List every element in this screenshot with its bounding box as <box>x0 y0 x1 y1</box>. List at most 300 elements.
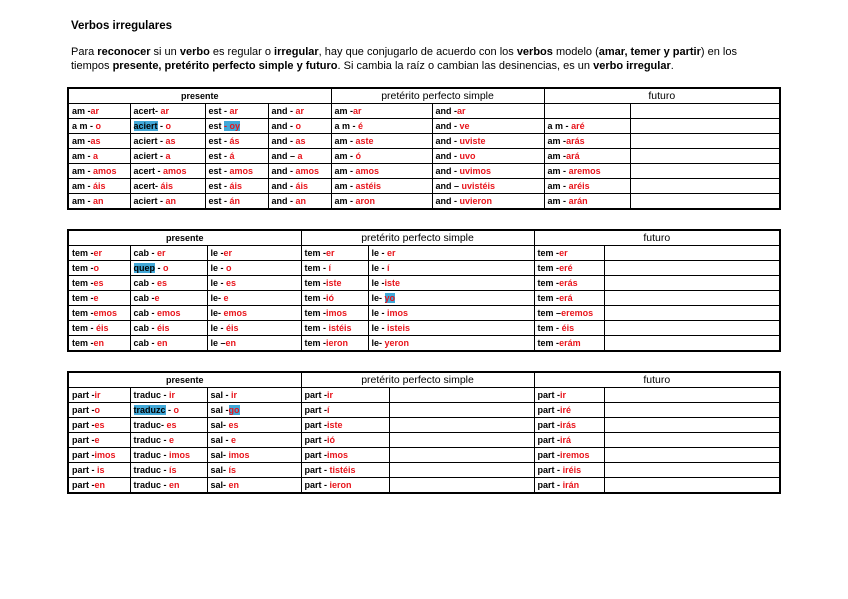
verb-stem: am - <box>72 105 91 116</box>
verb-ending: en <box>169 479 180 490</box>
verb-ending: iste <box>384 277 401 288</box>
table-row <box>68 104 780 119</box>
verb-stem: am - <box>547 165 569 176</box>
conjugation-cell <box>301 306 368 321</box>
verb-stem: le - <box>210 247 224 258</box>
conjugation-cell <box>68 403 130 418</box>
conjugation-cell <box>368 276 534 291</box>
conjugation-cell <box>130 246 207 261</box>
verb-ending: en <box>225 337 237 348</box>
verb-ending: uvistéis <box>461 180 496 191</box>
verb-ending: isteis <box>387 322 411 333</box>
verb-ending: er <box>559 247 568 258</box>
verb-ending: es <box>166 419 177 430</box>
conjugation-cell <box>604 403 780 418</box>
verb-stem: tem - <box>72 292 94 303</box>
verb-stem: est - <box>208 150 230 161</box>
verb-stem: part - <box>72 389 95 400</box>
header-presente: presente <box>68 88 331 104</box>
verb-ending: es <box>94 419 105 430</box>
verb-ending: a <box>297 150 303 161</box>
verb-stem: tem - <box>537 277 560 288</box>
verb-ending: irás <box>560 419 577 430</box>
verb-ending: áis <box>93 180 106 191</box>
conjugation-cell <box>368 261 534 276</box>
header-presente: presente <box>68 230 301 246</box>
verb-ending: ir <box>169 389 176 400</box>
conjugation-cell <box>368 291 534 306</box>
conjugation-cell <box>301 478 389 494</box>
verb-ending: e <box>93 292 99 303</box>
verb-stem: am - <box>334 195 356 206</box>
verb-stem: sal - <box>210 434 232 445</box>
verb-ending: en <box>228 479 240 490</box>
conjugation-cell <box>301 403 389 418</box>
verb-stem: am - <box>547 150 567 161</box>
verb-stem: tem - <box>304 337 327 348</box>
conjugation-cell <box>331 149 432 164</box>
conjugation-cell <box>68 119 130 134</box>
conjugation-cell <box>368 306 534 321</box>
verb-stem: tem - <box>304 307 327 318</box>
conjugation-cell <box>68 433 130 448</box>
table-row <box>68 164 780 179</box>
verb-stem: le - <box>210 277 227 288</box>
verb-ending: - o <box>165 404 180 415</box>
verb-ending: en <box>94 479 106 490</box>
verb-stem: cab - <box>133 322 158 333</box>
verb-stem: sal - <box>210 389 232 400</box>
verb-stem: part - <box>537 389 561 400</box>
verb-stem: sal - <box>210 404 229 415</box>
verb-ending: en <box>93 337 105 348</box>
conjugation-cell <box>534 388 604 403</box>
verb-ending: ir <box>94 389 101 400</box>
verb-stem: a m - <box>72 120 96 131</box>
conjugation-cell <box>432 164 544 179</box>
verb-ending: an <box>165 195 177 206</box>
verb-ending: iste <box>326 277 342 288</box>
conjugation-cell <box>389 418 534 433</box>
conjugation-cell <box>534 276 604 291</box>
table-row <box>68 134 780 149</box>
conjugation-cell <box>604 336 780 352</box>
verb-stem: and - <box>435 135 460 146</box>
verb-ending: í <box>328 262 332 273</box>
verb-stem: le - <box>371 247 388 258</box>
verb-ending: o <box>295 120 301 131</box>
verb-ending: eré <box>559 262 573 273</box>
conjugation-cell <box>130 388 207 403</box>
verb-stem: le- <box>371 337 385 348</box>
header-futuro: futuro <box>534 372 780 388</box>
conjugation-cell <box>368 336 534 352</box>
verb-ending: éis <box>561 322 575 333</box>
conjugation-cell <box>432 134 544 149</box>
verb-ending: astéis <box>355 180 382 191</box>
table-row <box>68 463 780 478</box>
verb-stem: am - <box>334 135 356 146</box>
conjugation-cell <box>331 134 432 149</box>
conjugation-cell <box>268 119 331 134</box>
conjugation-cell <box>68 448 130 463</box>
conjugation-cell <box>130 134 205 149</box>
verb-ending: í <box>327 404 330 415</box>
conjugation-cell <box>368 321 534 336</box>
verb-stem: cab - <box>133 337 158 348</box>
verb-ending: iremos <box>560 449 590 460</box>
conjugation-cell <box>130 119 205 134</box>
verb-stem: part - <box>537 479 563 490</box>
verb-stem: am - <box>72 135 91 146</box>
verb-ending: a <box>165 150 171 161</box>
table-header-row <box>68 88 780 104</box>
verb-ending: ieron <box>326 337 349 348</box>
conjugation-cell <box>207 291 301 306</box>
conjugation-cell <box>630 134 780 149</box>
verb-ending: imos <box>327 449 349 460</box>
verb-stem: acert- <box>133 105 161 116</box>
table-row <box>68 261 780 276</box>
conjugation-cell <box>604 291 780 306</box>
conjugation-cell <box>604 306 780 321</box>
conjugation-cell <box>534 306 604 321</box>
verb-ending: ir <box>327 389 334 400</box>
verb-ending: ar <box>160 105 170 116</box>
verb-ending: emos <box>157 307 181 318</box>
verb-stem: le - <box>371 277 385 288</box>
verb-ending: - o <box>157 120 172 131</box>
conjugation-cell <box>534 291 604 306</box>
conjugation-cell <box>604 388 780 403</box>
conjugation-cell <box>205 149 268 164</box>
verb-ending: amos <box>229 165 254 176</box>
verb-ending: imos <box>387 307 409 318</box>
verb-ending: en <box>157 337 168 348</box>
verb-ending: uviste <box>459 135 486 146</box>
conjugation-cell <box>630 194 780 210</box>
conjugation-cell <box>205 179 268 194</box>
conjugation-cell <box>331 164 432 179</box>
verb-ending: yeron <box>384 337 410 348</box>
conjugation-cell <box>207 433 301 448</box>
conjugation-cell <box>68 388 130 403</box>
verb-stem: part - <box>304 449 328 460</box>
verb-ending: irá <box>560 434 572 445</box>
verb-stem: and - <box>271 180 296 191</box>
conjugation-cell <box>68 149 130 164</box>
conjugation-cell <box>268 134 331 149</box>
verb-stem: am - <box>72 150 94 161</box>
conjugation-cell <box>544 194 630 210</box>
verb-ending: erás <box>559 277 578 288</box>
conjugation-cell <box>130 336 207 352</box>
verb-stem: am - <box>547 135 567 146</box>
verb-ending: as <box>90 135 101 146</box>
header-futuro: futuro <box>534 230 780 246</box>
verb-ending: amos <box>295 165 320 176</box>
verb-stem: am - <box>334 180 356 191</box>
conjugation-table-amar <box>67 87 781 210</box>
conjugation-cell <box>130 179 205 194</box>
verb-stem: tem - <box>537 337 560 348</box>
verb-stem: le - <box>371 307 388 318</box>
verb-stem: and - <box>435 105 458 116</box>
verb-stem: aciert - <box>133 195 166 206</box>
verb-stem: am - <box>547 180 569 191</box>
verb-stem: tem - <box>72 322 97 333</box>
verb-ending: emos <box>93 307 118 318</box>
verb-ending: ar <box>353 105 362 116</box>
conjugation-cell <box>604 261 780 276</box>
verb-ending: imos <box>169 449 191 460</box>
verb-ending: ará <box>566 150 580 161</box>
verb-stem: tem - <box>72 307 94 318</box>
verb-stem: cab - <box>133 277 158 288</box>
verb-ending: ar <box>457 105 466 116</box>
verb-ending: erá <box>559 292 573 303</box>
conjugation-cell <box>432 179 544 194</box>
verb-stem: le- <box>210 307 224 318</box>
conjugation-cell <box>268 179 331 194</box>
verb-stem: and - <box>271 135 296 146</box>
verb-ending: éis <box>96 322 109 333</box>
verb-stem: tem - <box>72 262 94 273</box>
verb-stem: le - <box>210 262 227 273</box>
verb-stem: am - <box>334 165 356 176</box>
conjugation-cell <box>331 179 432 194</box>
conjugation-cell <box>68 321 130 336</box>
verb-ending: iste <box>327 419 343 430</box>
verb-stem: tem - <box>304 262 329 273</box>
conjugation-cell <box>207 276 301 291</box>
conjugation-cell <box>130 433 207 448</box>
table-row <box>68 246 780 261</box>
conjugation-cell <box>534 261 604 276</box>
verb-stem: part - <box>537 464 563 475</box>
verb-ending: iréis <box>562 464 582 475</box>
conjugation-cell <box>604 246 780 261</box>
verb-ending-letter: o <box>165 120 172 131</box>
verb-stem: part - <box>72 419 95 430</box>
verb-stem: cab - <box>133 292 155 303</box>
verb-stem: acert- <box>133 180 161 191</box>
conjugation-cell <box>630 119 780 134</box>
verb-ending: ir <box>231 389 238 400</box>
conjugation-cell <box>130 321 207 336</box>
conjugation-cell <box>207 388 301 403</box>
verb-ending: o <box>95 120 102 131</box>
verb-ending: ve <box>459 120 470 131</box>
intro-paragraph: Para reconocer si un verbo es regular o irregular, hay que conjugarlo de acuerdo con los verbos modelo (amar, temer y partir) en los tiempos presente, pretérito perfecto simple y futuro. Si cambia la raíz o cambian las desinencias, es un verbo irregular. <box>71 46 737 72</box>
verb-stem: le- <box>371 292 385 303</box>
conjugation-cell <box>207 261 301 276</box>
conjugation-cell <box>130 261 207 276</box>
verb-stem: le - <box>371 322 388 333</box>
verb-ending: a <box>93 150 99 161</box>
verb-ending: erám <box>559 337 581 348</box>
conjugation-cell <box>301 336 368 352</box>
verb-ending: í <box>387 262 390 273</box>
conjugation-cell <box>130 149 205 164</box>
conjugation-cell <box>544 179 630 194</box>
verb-ending: amos <box>355 165 380 176</box>
verb-stem: am - <box>547 195 569 206</box>
conjugation-cell <box>68 478 130 494</box>
conjugation-cell <box>630 179 780 194</box>
conjugation-cell <box>207 448 301 463</box>
conjugation-cell <box>534 246 604 261</box>
verb-stem: tem - <box>304 277 327 288</box>
conjugation-cell <box>301 448 389 463</box>
verb-ending: er <box>157 247 166 258</box>
verb-stem: tem – <box>537 307 562 318</box>
verb-stem: acert - <box>133 165 164 176</box>
verb-stem: est - <box>208 180 230 191</box>
verb-ending: eremos <box>561 307 594 318</box>
conjugation-cell <box>205 134 268 149</box>
verb-stem: le - <box>210 322 227 333</box>
verb-stem: traduc- <box>133 419 167 430</box>
verb-ending: istéis <box>328 322 352 333</box>
conjugation-cell <box>130 478 207 494</box>
verb-stem: part - <box>304 389 328 400</box>
verb-stem: tem - <box>537 322 562 333</box>
verb-stem: and – <box>271 150 298 161</box>
verb-ending: ar <box>90 105 100 116</box>
verb-ending: e <box>169 434 175 445</box>
header-futuro: futuro <box>544 88 780 104</box>
verb-ending: an <box>93 195 104 206</box>
verb-ending: ió <box>327 434 336 445</box>
verb-stem: cab - <box>133 307 158 318</box>
conjugation-cell <box>544 134 630 149</box>
conjugation-cell <box>268 149 331 164</box>
verb-stem: and - <box>435 150 460 161</box>
verb-ending: áis <box>160 180 174 191</box>
verb-stem: quep <box>133 262 155 273</box>
verb-stem: part - <box>72 449 95 460</box>
verb-stem: and - <box>435 195 460 206</box>
verb-stem: aciert - <box>133 150 166 161</box>
conjugation-cell <box>432 194 544 210</box>
verb-ending: es <box>93 277 104 288</box>
verb-ending: iré <box>560 404 572 415</box>
verb-stem: tem - <box>72 247 94 258</box>
table-header-row <box>68 372 780 388</box>
verb-stem: le – <box>210 337 226 348</box>
conjugation-cell <box>331 119 432 134</box>
verb-stem: le- <box>210 292 224 303</box>
conjugation-cell <box>368 246 534 261</box>
verb-stem: part - <box>72 434 95 445</box>
verb-stem: part - <box>304 419 328 430</box>
conjugation-cell <box>389 403 534 418</box>
conjugation-cell <box>130 403 207 418</box>
table-row <box>68 403 780 418</box>
verb-stem: est - <box>208 105 230 116</box>
verb-stem: traduc - <box>133 389 170 400</box>
verb-ending: arán <box>568 195 588 206</box>
verb-ending: irán <box>562 479 580 490</box>
conjugation-cell <box>301 418 389 433</box>
conjugation-cell <box>68 336 130 352</box>
verb-stem: and – <box>435 180 462 191</box>
verb-ending: e <box>94 434 100 445</box>
conjugation-cell <box>68 246 130 261</box>
verb-ending: áis <box>229 180 243 191</box>
table-row <box>68 388 780 403</box>
verb-stem: tem - <box>72 337 94 348</box>
verb-ending: uvo <box>459 150 476 161</box>
conjugation-cell <box>604 433 780 448</box>
conjugation-cell <box>268 104 331 119</box>
conjugation-cell <box>207 418 301 433</box>
conjugation-cell <box>544 164 630 179</box>
conjugation-cell <box>534 336 604 352</box>
verb-ending: aremos <box>568 165 601 176</box>
table-row <box>68 291 780 306</box>
conjugation-cell <box>68 291 130 306</box>
header-preterito: pretérito perfecto simple <box>331 88 544 104</box>
table-row <box>68 306 780 321</box>
verb-ending: go <box>228 404 240 415</box>
verb-stem: traduzc <box>133 404 166 415</box>
conjugation-cell <box>604 418 780 433</box>
verb-ending: tistéis <box>329 464 356 475</box>
verb-stem: and - <box>435 165 460 176</box>
conjugation-cell <box>544 119 630 134</box>
verb-stem: am - <box>72 195 94 206</box>
conjugation-cell <box>604 463 780 478</box>
conjugation-cell <box>68 179 130 194</box>
verb-ending: - oy <box>224 120 241 131</box>
verb-ending: ís <box>228 464 237 475</box>
verb-ending: es <box>157 277 168 288</box>
conjugation-cell <box>301 433 389 448</box>
conjugation-cell <box>205 194 268 210</box>
verb-stem: est <box>208 120 225 131</box>
page-title: Verbos irregulares <box>71 20 172 32</box>
conjugation-cell <box>130 463 207 478</box>
conjugation-cell <box>432 119 544 134</box>
verb-stem: part - <box>537 419 561 430</box>
conjugation-cell <box>205 119 268 134</box>
verb-ending: er <box>93 247 103 258</box>
verb-stem: am - <box>334 105 354 116</box>
conjugation-cell <box>301 291 368 306</box>
conjugation-cell <box>68 463 130 478</box>
verb-ending: arás <box>566 135 585 146</box>
conjugation-cell <box>534 448 604 463</box>
verb-stem: part - <box>537 404 561 415</box>
verb-stem: and - <box>271 165 296 176</box>
conjugation-cell <box>301 246 368 261</box>
conjugation-cell <box>68 164 130 179</box>
conjugation-cell <box>68 194 130 210</box>
conjugation-cell <box>68 104 130 119</box>
conjugation-cell <box>130 104 205 119</box>
verb-stem: a m - <box>547 120 572 131</box>
verb-ending: as <box>295 135 306 146</box>
conjugation-cell <box>301 463 389 478</box>
table-row <box>68 433 780 448</box>
conjugation-cell <box>130 194 205 210</box>
verb-stem: part - <box>304 479 330 490</box>
conjugation-cell <box>534 463 604 478</box>
header-preterito: pretérito perfecto simple <box>301 230 534 246</box>
conjugation-cell <box>534 433 604 448</box>
